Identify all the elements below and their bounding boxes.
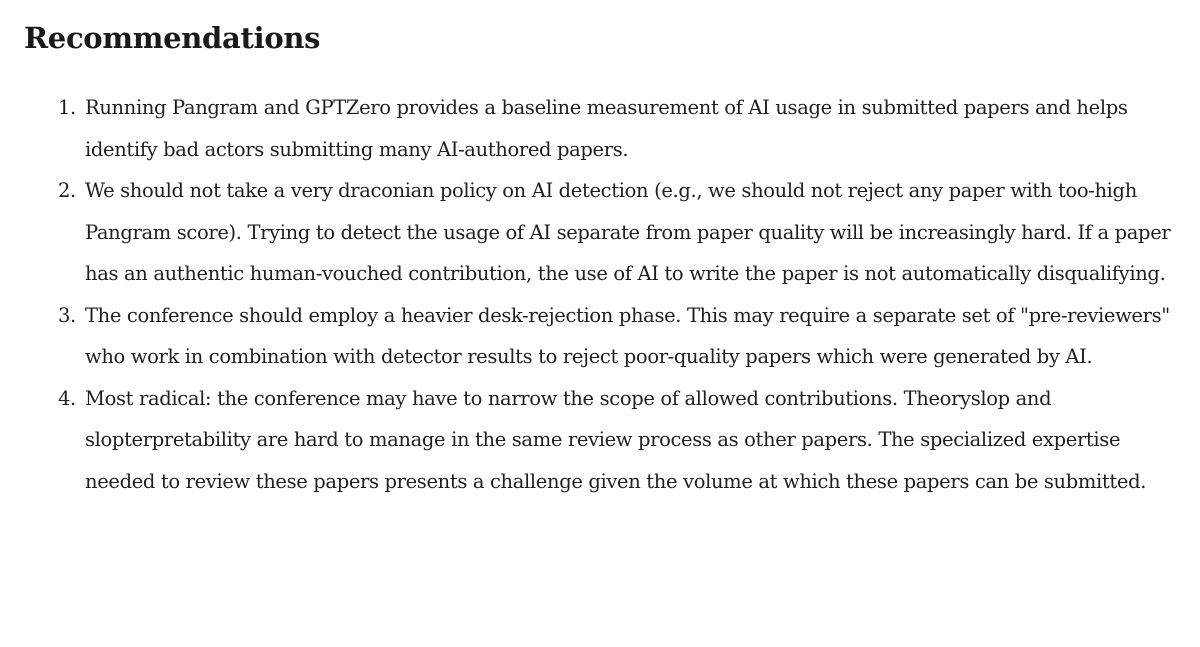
list-item-text: We should not take a very draconian policy on AI detection (e.g., we should not reject any paper with too-high Pangram score). Trying to detect the usage of AI separate from paper quality will be increasingly hard. If a paper has an authentic human-vouched contribution, the use of AI to write the paper is not automatically disqualifying. — [85, 179, 1171, 285]
list-item-text: Most radical: the conference may have to narrow the scope of allowed contributions. Theoryslop and slopterpretability are hard to manage in the same review process as other papers. The specialized expertise needed to review these papers presents a challenge given the volume at which these papers can be submitted. — [85, 386, 1147, 493]
list-item-number: 4. — [58, 386, 76, 410]
list-item — [24, 87, 1189, 170]
list-item — [24, 295, 1189, 378]
document-section — [24, 18, 1189, 502]
recommendations-list — [24, 87, 1189, 502]
list-item-number: 3. — [58, 303, 76, 327]
list-item — [24, 170, 1189, 295]
list-item-text: The conference should employ a heavier desk-rejection phase. This may require a separate set of "pre-reviewers" who work in combination with detector results to reject poor-quality papers which were generated by AI. — [85, 303, 1170, 368]
list-item-number: 1. — [58, 96, 76, 119]
section-heading: Recommendations — [24, 21, 321, 55]
list-item-text: Running Pangram and GPTZero provides a baseline measurement of AI usage in submitted papers and helps identify bad actors submitting many AI-authored papers. — [85, 96, 1128, 161]
list-item — [24, 378, 1189, 503]
list-item-number: 2. — [58, 179, 76, 202]
